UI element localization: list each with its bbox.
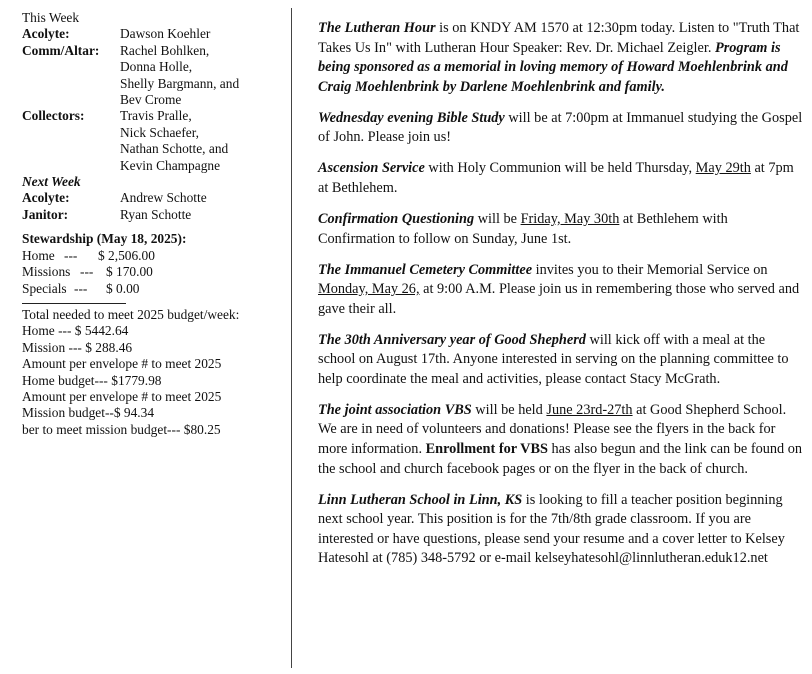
acolyte-name: Dawson Koehler <box>120 26 211 42</box>
next-acolyte-name: Andrew Schotte <box>120 190 207 206</box>
schedule-column <box>22 10 284 438</box>
comm-name: Donna Holle, <box>120 59 193 75</box>
next-week-heading: Next Week <box>22 174 81 190</box>
collectors-row <box>22 108 284 174</box>
next-acolyte-row <box>22 190 284 206</box>
cemetery-announcement: The Immanuel Cemetery Committee invites you to their Memorial Service on Monday, May 26, at 9:00 A.M. Please join us in remembering those who served and gave their all. <box>318 261 800 317</box>
announcements-column <box>318 19 804 580</box>
date-underlined: May 29th <box>695 160 751 177</box>
next-acolyte-label: Acolyte: <box>22 190 70 206</box>
anniversary-announcement: The 30th Anniversary year of Good Shepherd will kick off with a meal at the school on August 17th. Anyone interested in serving on the planning committee to help coordinate the meal and activities, please contact Stacy McGrath. <box>318 331 789 387</box>
stewardship-title: Stewardship (May 18, 2025): <box>22 231 187 247</box>
comm-name: Bev Crome <box>120 92 182 108</box>
collector-name: Travis Pralle, <box>120 108 192 124</box>
lutheran-hour-announcement: The Lutheran Hour is on KNDY AM 1570 at 12:30pm today. Listen to "Truth That Takes Us In" with Lutheran Hour Speaker: Rev. Dr. Michael Zeigler. Program is being sponsored as a memorial in loving memory of Howard Moehlenbrink and Craig Moehlenbrink by Darlene Moehlenbrink and family. <box>318 20 800 95</box>
janitor-name: Ryan Schotte <box>120 206 192 222</box>
ascension-announcement: Ascension Service with Holy Communion will be held Thursday, May 29th at 7pm at Bethlehem. <box>318 160 794 196</box>
collector-name: Kevin Champagne <box>120 157 221 173</box>
announcement-title: The joint association VBS <box>318 401 472 418</box>
collector-name: Nick Schaefer, <box>120 124 200 140</box>
janitor-row <box>22 207 284 223</box>
announcement-title: The Immanuel Cemetery Committee <box>318 261 533 278</box>
budget-line: ber to meet mission budget--- $80.25 <box>22 421 221 437</box>
comm-altar-row <box>22 43 284 109</box>
enrollment-highlight: Enrollment for VBS <box>425 441 548 458</box>
announcement-title: Confirmation Questioning <box>318 210 475 227</box>
vbs-announcement: The joint association VBS will be held June 23rd-27th at Good Shepherd School. We are in need of volunteers and donations! Please see the flyers in the back for more information. Enrollment for VBS has also begun and the link can be found on the school and church facebook pages or on the flyer in the back of church. <box>318 401 803 477</box>
stewardship-specials: Specials --- $ 0.00 <box>22 280 140 296</box>
announcement-title: The 30th Anniversary year of Good Shepherd <box>318 331 586 348</box>
janitor-label: Janitor: <box>22 206 69 222</box>
acolyte-row <box>22 26 284 42</box>
memorial-note: Program is being sponsored as a memorial in loving memory of Howard Moehlenbrink and Craig Moehlenbrink by Darlene Moehlenbrink and family. <box>318 39 788 95</box>
acolyte-label: Acolyte: <box>22 26 70 42</box>
announcement-title: The Lutheran Hour <box>318 20 436 36</box>
column-divider <box>291 8 292 668</box>
budget-line: Amount per envelope # to meet 2025 <box>22 356 222 372</box>
date-underlined: Friday, May 30th <box>520 210 620 227</box>
budget-line: Total needed to meet 2025 budget/week: <box>22 306 240 322</box>
date-underlined: June 23rd-27th <box>546 401 633 418</box>
collectors-label: Collectors: <box>22 108 85 124</box>
announcement-title: Wednesday evening Bible Study <box>318 109 505 126</box>
stewardship-home: Home --- $ 2,506.00 <box>22 247 155 263</box>
comm-altar-label: Comm/Altar: <box>22 42 100 58</box>
collectors-names <box>120 108 284 174</box>
date-underlined: Monday, May 26, <box>318 281 420 298</box>
comm-altar-names <box>120 43 284 109</box>
budget-line: Home --- $ 5442.64 <box>22 323 129 339</box>
announcement-title: Ascension Service <box>318 160 425 177</box>
budget-line: Mission budget--$ 94.34 <box>22 405 155 421</box>
budget-line: Amount per envelope # to meet 2025 <box>22 388 222 404</box>
confirmation-announcement: Confirmation Questioning will be Friday, May 30th at Bethlehem with Confirmation to follow on Sunday, June 1st. <box>318 210 728 247</box>
budget-line: Mission --- $ 288.46 <box>22 339 133 355</box>
announcement-title: Linn Lutheran School in Linn, KS <box>318 491 523 508</box>
divider-line <box>22 303 126 304</box>
budget-line: Home budget--- $1779.98 <box>22 372 162 388</box>
comm-name: Shelly Bargmann, and <box>120 75 240 91</box>
collector-name: Nathan Schotte, and <box>120 141 229 157</box>
comm-name: Rachel Bohlken, <box>120 42 210 58</box>
linn-school-announcement: Linn Lutheran School in Linn, KS is looking to fill a teacher position beginning next school year. This position is for the 7th/8th grade classroom. If you are interested or have questions, please send your resume and a cover letter to Kelsey Hatesohl at (785) 348-5792 or e-mail kelseyhatesohl@linnlutheran.eduk12.net <box>318 491 785 567</box>
bible-study-announcement: Wednesday evening Bible Study will be at 7:00pm at Immanuel studying the Gospel of John. Please join us! <box>318 109 803 146</box>
this-week-heading: This Week <box>22 10 80 25</box>
stewardship-missions: Missions --- $ 170.00 <box>22 264 153 280</box>
